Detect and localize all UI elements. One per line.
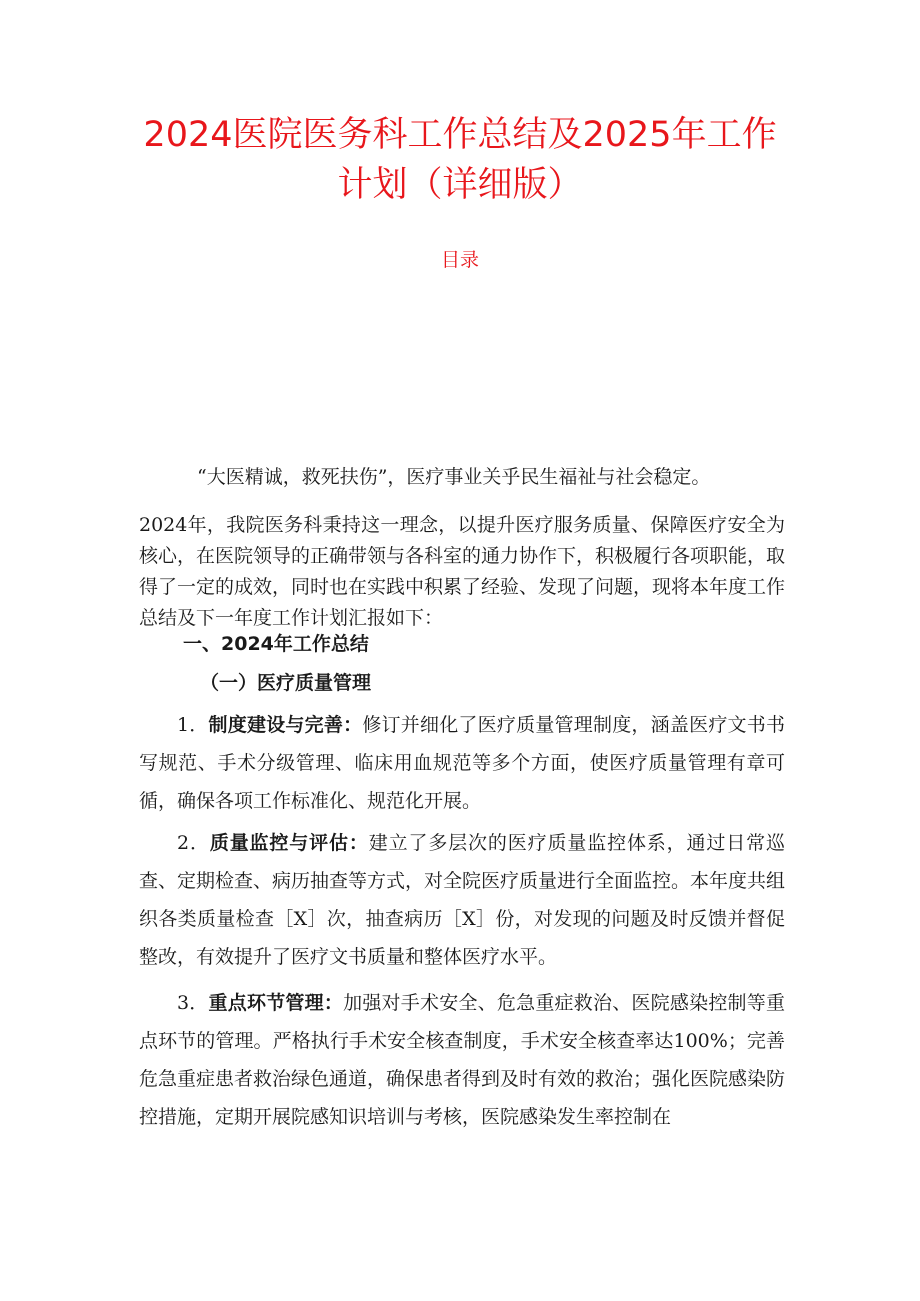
list-item <box>139 824 785 976</box>
list-item <box>139 984 785 1136</box>
subsection-heading-1: （一）医疗质量管理 <box>200 672 372 694</box>
item-heading: 制度建设与完善： <box>208 714 363 736</box>
toc-label[interactable]: 目录 <box>440 249 479 271</box>
item-heading: 质量监控与评估： <box>209 832 369 854</box>
item-number: 3． <box>177 992 209 1014</box>
item-body: 加强对手术安全、危急重症救治、医院感染控制等重点环节的管理。严格执行手术安全核查制度，手术安全核查率达100%；完善危急重症患者救治绿色通道，确保患者得到及时有效的救治；强化医院感染防控措施，定期开展院感知识培训与考核，医院感染发生率控制在 <box>139 992 786 1128</box>
item-body: 建立了多层次的医疗质量监控体系，通过日常巡查、定期检查、病历抽查等方式，对全院医疗质量进行全面监控。本年度共组织各类质量检查［X］次，抽查病历［X］份，对发现的问题及时反馈并督促整改，有效提升了医疗文书质量和整体医疗水平。 <box>139 832 786 968</box>
intro-paragraph: 2024年，我院医务科秉持这一理念，以提升医疗服务质量、保障医疗安全为核心，在医院领导的正确带领与各科室的通力协作下，积极履行各项职能，取得了一定的成效，同时也在实践中积累了经验、发现了问题，现将本年度工作总结及下一年度工作计划汇报如下： <box>139 514 786 629</box>
item-number: 1． <box>177 714 209 736</box>
list-item <box>139 706 785 820</box>
document-title: 2024医院医务科工作总结及2025年工作计划（详细版） <box>143 115 777 205</box>
section-heading-1: 一、2024年工作总结 <box>183 633 369 655</box>
item-body: 修订并细化了医疗质量管理制度，涵盖医疗文书书写规范、手术分级管理、临床用血规范等多个方面，使医疗质量管理有章可循，确保各项工作标准化、规范化开展。 <box>139 714 785 812</box>
opening-quote: “大医精诚，救死扶伤”，医疗事业关乎民生福祉与社会稳定。 <box>197 466 711 488</box>
item-number: 2． <box>177 832 210 854</box>
item-heading: 重点环节管理： <box>208 992 344 1014</box>
